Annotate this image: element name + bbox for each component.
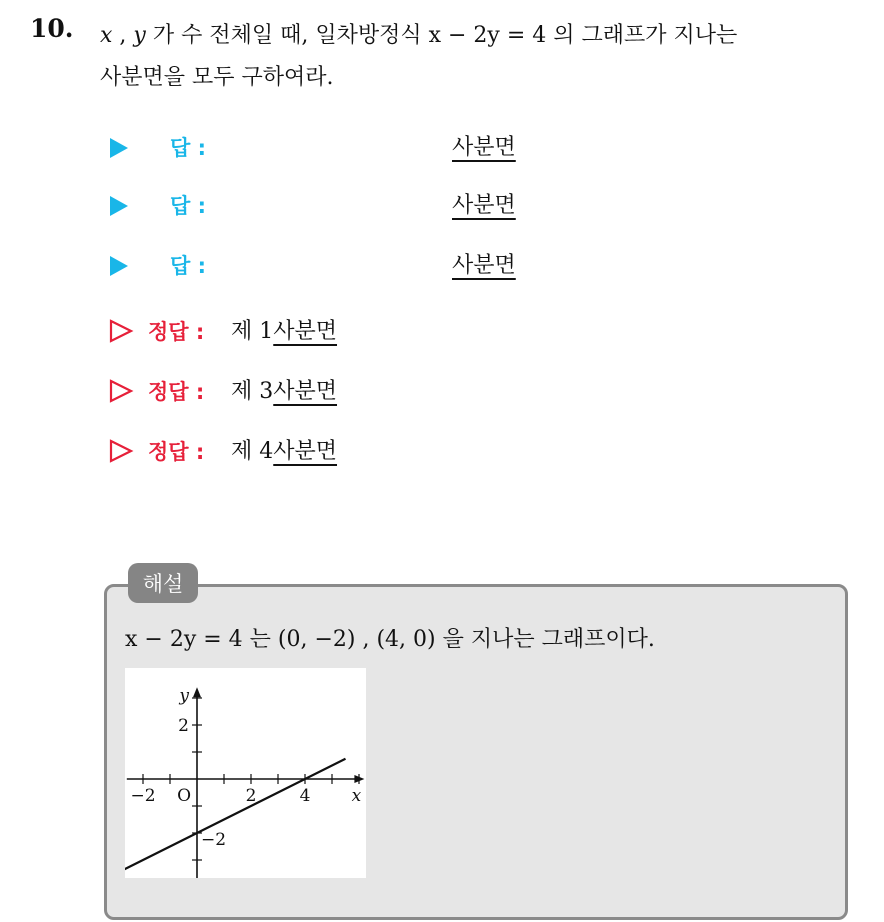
y-tick-label: 2 <box>178 716 189 736</box>
y-axis-label: y <box>179 686 189 707</box>
question-number: 10. <box>30 14 74 43</box>
correct-prefix: 제 <box>231 439 260 464</box>
answer-label: 답 : <box>170 194 206 218</box>
correct-number: 4 <box>259 439 274 464</box>
explanation-text: x − 2y = 4 는 (0, −2) , (4, 0) 을 지나는 그래프이다. <box>125 627 655 652</box>
separator: , <box>112 23 134 48</box>
x-axis-label: x <box>351 786 362 806</box>
correct-answer-row-1 <box>108 314 508 348</box>
play-triangle-icon <box>110 138 128 158</box>
outline-triangle-icon <box>108 318 134 344</box>
correct-prefix: 제 <box>231 319 260 344</box>
answer-row-1 <box>110 130 590 164</box>
x-tick-label: −2 <box>130 786 156 806</box>
equation: x − 2y = 4 <box>428 23 547 48</box>
outline-triangle-icon <box>108 438 134 464</box>
x-tick-label: 4 <box>299 786 311 806</box>
var-x: x <box>100 23 113 48</box>
y-tick-label: −2 <box>201 830 227 850</box>
correct-value <box>231 374 337 405</box>
correct-number: 1 <box>259 319 274 344</box>
y-axis-arrow <box>193 687 201 697</box>
answer-label: 답 : <box>170 254 206 278</box>
question-text-b: 의 그래프가 지나는 <box>546 23 738 48</box>
line-graph <box>125 668 366 878</box>
question-text-line2: 사분면을 모두 구하여라. <box>100 65 334 90</box>
correct-value <box>231 434 337 465</box>
answer-value[interactable]: 사분면 <box>452 193 516 218</box>
graph-line <box>125 759 346 874</box>
outline-triangle-icon <box>108 378 134 404</box>
origin-label: O <box>177 786 191 806</box>
answer-value[interactable]: 사분면 <box>452 135 516 160</box>
explanation-tag: 해설 <box>128 563 198 603</box>
correct-prefix: 제 <box>231 379 260 404</box>
correct-label: 정답 : <box>148 440 205 464</box>
correct-number: 3 <box>259 379 274 404</box>
correct-answer-row-2 <box>108 374 508 408</box>
answer-row-3 <box>110 248 590 282</box>
play-triangle-icon <box>110 256 128 276</box>
correct-value <box>231 314 337 345</box>
play-triangle-icon <box>110 196 128 216</box>
graph-panel <box>125 668 366 878</box>
answer-row-2 <box>110 188 590 222</box>
question-text-a: 가 수 전체일 때, 일차방정식 <box>145 23 429 48</box>
answer-value[interactable]: 사분면 <box>452 253 516 278</box>
correct-answer-row-3 <box>108 434 508 468</box>
correct-label: 정답 : <box>148 320 205 344</box>
correct-suffix: 사분면 <box>273 379 338 404</box>
var-y: y <box>133 23 146 48</box>
correct-suffix: 사분면 <box>273 439 338 464</box>
correct-label: 정답 : <box>148 380 205 404</box>
answer-label: 답 : <box>170 136 206 160</box>
question-text-line1 <box>100 18 737 49</box>
x-tick-label: 2 <box>245 786 257 806</box>
correct-suffix: 사분면 <box>273 319 338 344</box>
